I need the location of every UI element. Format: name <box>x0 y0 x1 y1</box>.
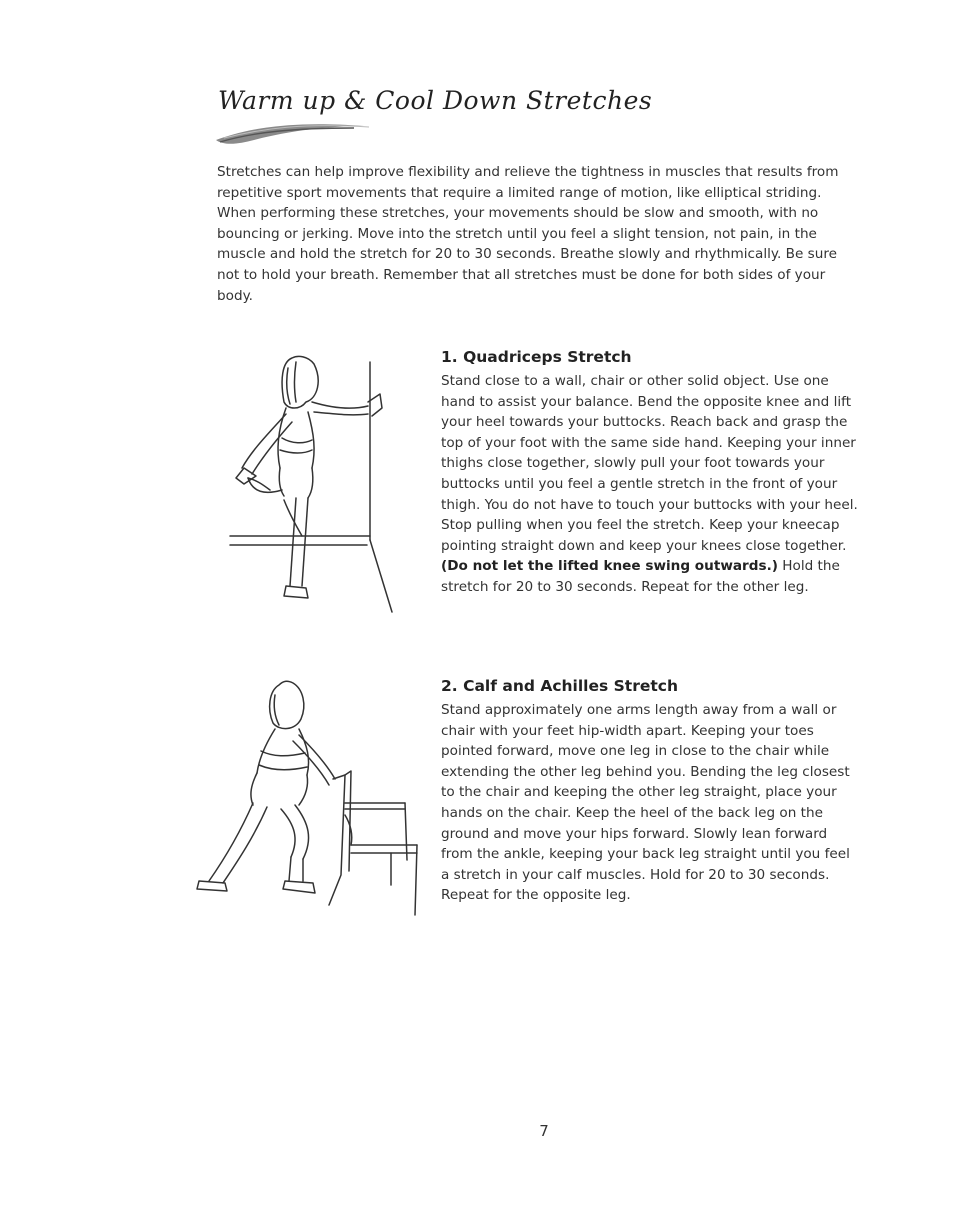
quadriceps-instructions: Stand close to a wall, chair or other solid object. Use one hand to assist your balance. Bend the opposite knee and lift your heel towards your buttocks. Reach back and grasp the top of your foot with the same side hand. Keeping your inner thighs close together, slowly pull your foot towards your buttocks until you feel a gentle stretch in the front of your thigh. You do not have to touch your buttocks with your heel. Stop pulling when you feel the stretch. Keep your kneecap pointing straight down and keep your knees close together. <box>441 373 858 554</box>
page-number: 7 <box>539 1122 549 1140</box>
intro-paragraph: Stretches can help improve flexibility and relieve the tightness in muscles that results from repetitive sport movements that require a limited range of motion, like elliptical striding. When performing these stretches, your movements should be slow and smooth, with no bouncing or jerking. Move into the stretch until you feel a slight tension, not pain, in the muscle and hold the stretch for 20 to 30 seconds. Breathe slowly and rhythmically. Be sure not to hold your breath. Remember that all stretches must be done for both sides of your body. <box>217 164 839 304</box>
section-body-calf-achilles: Stand approximately one arms length away from a wall or chair with your feet hip-width apart. Keeping your toes pointed forward, move one leg in close to the chair while extending the other leg behind you. Bending the leg closest to the chair and keeping the other leg straight, place your hands on the chair. Keep the heel of the back leg on the ground and move your hips forward. Slowly lean forward from the ankle, keeping your back leg straight until you feel a stretch in your calf muscles. Hold for 20 to 30 seconds. Repeat for the opposite leg. <box>441 702 850 904</box>
section-body-quadriceps <box>441 371 861 598</box>
quadriceps-stretch-illustration <box>222 350 402 620</box>
section-title-calf-achilles: 2. Calf and Achilles Stretch <box>441 677 678 695</box>
quadriceps-instructions-end: Hold the stretch for 20 to 30 seconds. Repeat for the other leg. <box>441 558 840 595</box>
page-title: Warm up & Cool Down Stretches <box>218 86 653 115</box>
quadriceps-warning: (Do not let the lifted knee swing outwards.) <box>441 558 778 575</box>
section-title-quadriceps: 1. Quadriceps Stretch <box>441 348 632 366</box>
title-swoosh-decoration <box>214 118 374 148</box>
calf-achilles-stretch-illustration <box>195 675 425 920</box>
